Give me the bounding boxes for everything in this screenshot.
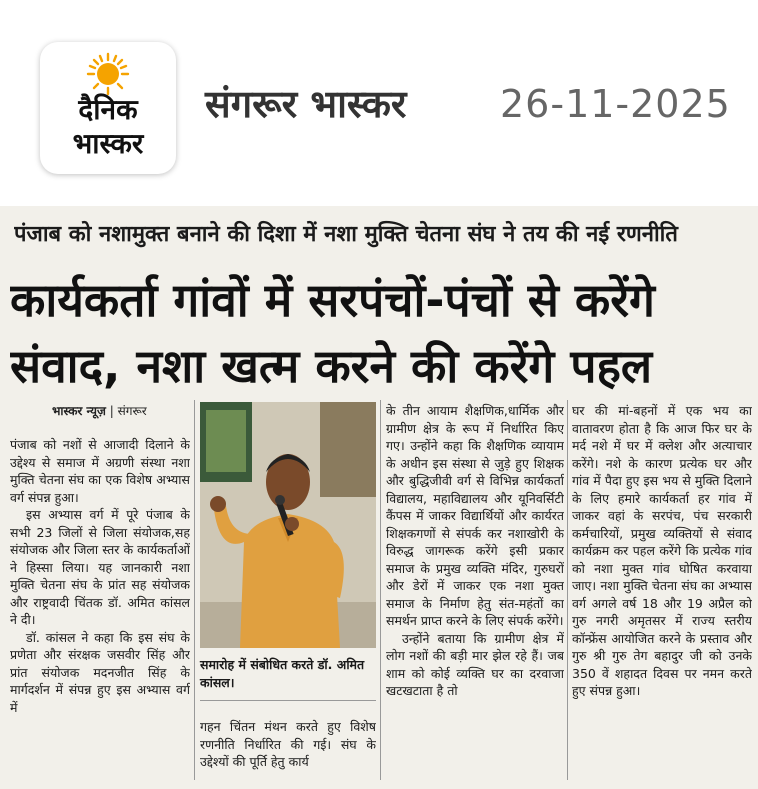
byline-place: संगरूर: [117, 404, 147, 418]
caption-rule: [200, 700, 376, 701]
logo-line-2: भास्कर: [72, 127, 144, 160]
byline-source: भास्कर न्यूज़: [52, 404, 106, 418]
column-4: [572, 402, 752, 781]
paragraph: पंजाब को नशों से आजादी दिलाने के उद्देश्य से समाज में अग्रणी संस्था नशा मुक्ति चेतना संघ का एक विशेष अभ्यास वर्ग संपन्न हुआ।: [10, 437, 190, 505]
paragraph: उन्होंने बताया कि ग्रामीण क्षेत्र में लोग नशों की बड़ी मार झेल रहे हैं। जब शाम को कोई व्यक्ति घर का दरवाजा खटखटाता है तो: [386, 630, 564, 698]
paragraph: डॉ. कांसल ने कहा कि इस संघ के प्रणेता और संरक्षक जसवीर सिंह और प्रांत संयोजक मदनजीत सिंह के मार्गदर्शन में संपन्न हुए इस अभ्यास वर्ग में: [10, 629, 190, 715]
paragraph: गहन चिंतन मंथन करते हुए विशेष रणनीति निर्धारित की गई। संघ के उद्देश्यों की पूर्ति हेतु कार्य: [200, 719, 376, 769]
column-1: [10, 436, 190, 781]
dainik-bhaskar-logo: [40, 42, 176, 174]
headline-line-2: संवाद, नशा खत्म करने की करेंगे पहल: [10, 339, 653, 393]
headline-line-1: कार्यकर्ता गांवों में सरपंचों-पंचों से करेंगे: [10, 273, 655, 327]
photo-caption: समारोह में संबोधित करते डॉ. अमित कांसल।: [200, 657, 365, 690]
byline-separator: |: [109, 404, 118, 418]
paragraph: घर की मां-बहनों में एक भय का वातावरण होता है कि आज फिर घर के मर्द नशे में घर में क्लेश और अत्याचार करेंगे। नशे के कारण प्रत्येक घर और गांव में पैदा हुए इस भय से मुक्ति दिलाने के लिए हमारे कार्यकर्ता हर गांव में जाकर वहां के सरपंच, पंच सरकारी कर्मचारियों, प्रमुख व्यक्तियों से संवाद कार्यक्रम कर पहल करेंगे कि प्रत्येक गांव को नशा मुक्त गांव घोषित करवाया जाए। नशा मुक्ति चेतना संघ का अभ्यास वर्ग अगले वर्ष 18 और 19 अप्रैल को गुरु नगरी अमृतसर में राज्य स्तरीय कॉन्फ्रेंस आयोजित करने के प्रस्ताव और गुरु श्री गुरु तेग बहादुर जी को उनके 350 वें शहादत दिवस पर नमन करते हुए संपन्न हुआ।: [572, 403, 752, 698]
sun-icon: [86, 52, 130, 96]
column-2: [200, 718, 376, 781]
speaker-photo: [200, 402, 376, 648]
edition-title: संगरूर भास्कर: [205, 82, 407, 126]
speaker-illustration: [200, 402, 376, 648]
paragraph: इस अभ्यास वर्ग में पूरे पंजाब के सभी 23 जिलों से जिला संयोजक,सह संयोजक और जिला स्तर के कार्यकर्ताओं ने हिस्सा लिया। यह जानकारी नशा मुक्ति चेतना संघ के प्रांत सह संयोजक और राष्ट्रवादी चिंतक डॉ. अमित कांसल ने दी।: [10, 507, 190, 627]
column-divider: [194, 400, 195, 780]
column-divider: [380, 400, 381, 780]
column-divider: [567, 400, 568, 780]
edition-date: 26-11-2025: [500, 82, 731, 126]
logo-line-1: दैनिक: [78, 93, 138, 126]
article-kicker: पंजाब को नशामुक्त बनाने की दिशा में नशा मुक्ति चेतना संघ ने तय की नई रणनीति: [14, 222, 678, 247]
paragraph: के तीन आयाम शैक्षणिक,धार्मिक और ग्रामीण क्षेत्र के रूप में निर्धारित किए गए। उन्होंने कहा कि शैक्षणिक व्यायाम के अधीन इस संस्था से जुड़े हुए शिक्षक और बुद्धिजीवी वर्ग से विभिन्न कार्यकर्ता विद्यालय, महाविद्यालय और यूनिवर्सिटी कैंपस में जाकर विद्यार्थियों और कार्यरत शिक्षकगणों से संपर्क कर नशाखोरी के विरुद्ध जागरूक करेंगे इसी प्रकार समाज के प्रमुख व्यक्ति मंदिर, गुरुघरों और डेरों में जाकर एक नशा मुक्त समाज के निर्माण हेतु संत-महंतों का समर्थन प्राप्त करने के लिए संपर्क करेंगे।: [386, 403, 564, 628]
column-3: [386, 402, 564, 781]
byline: [52, 402, 147, 420]
